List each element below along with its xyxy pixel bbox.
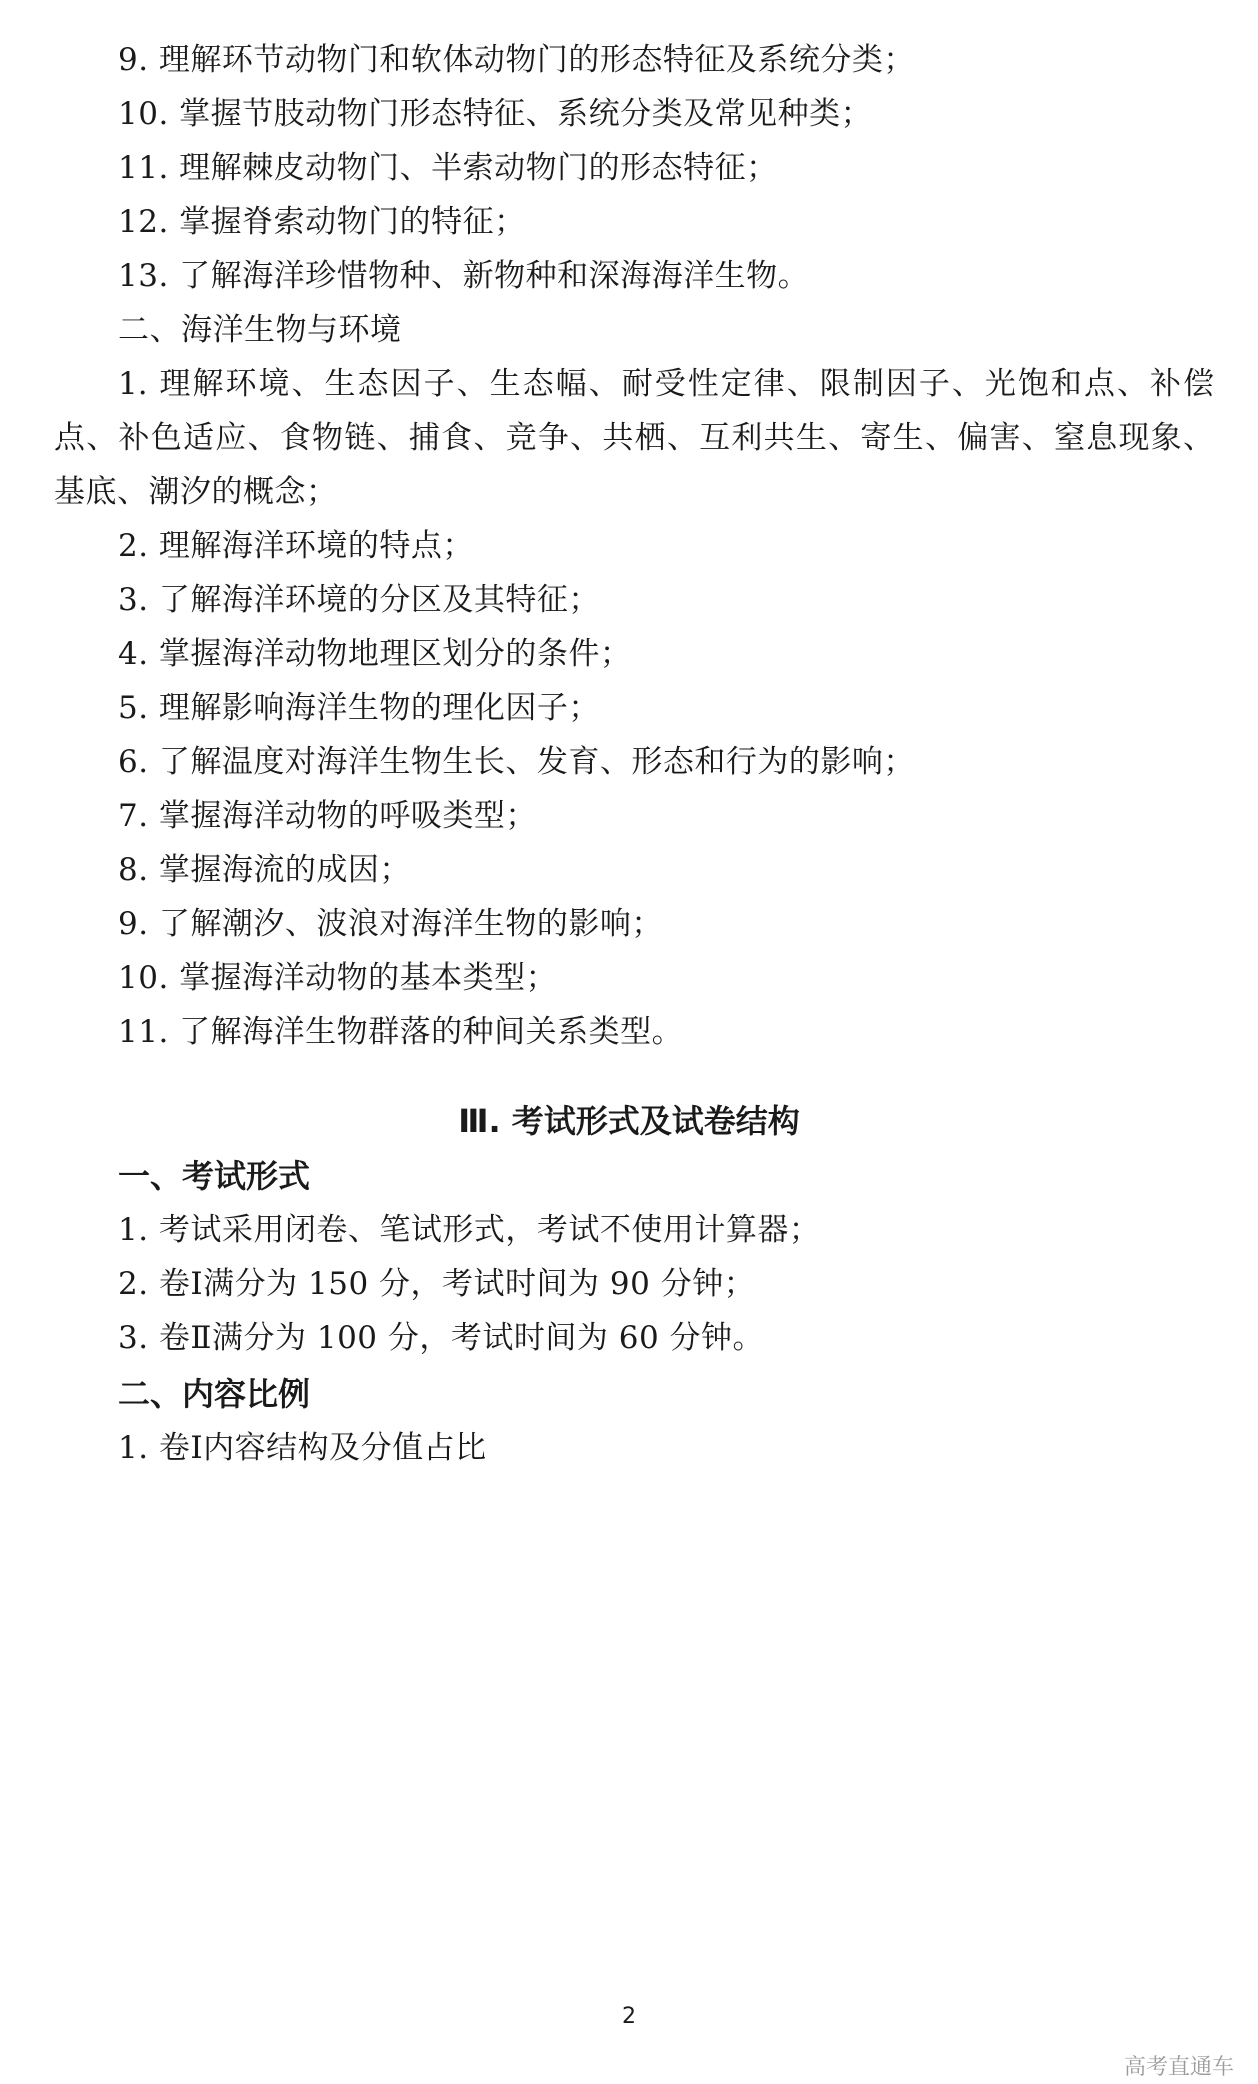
list-item: 2. 卷Ⅰ满分为 150 分，考试时间为 90 分钟； xyxy=(118,1266,756,1302)
page-number: 2 xyxy=(622,2004,636,2029)
list-item: 3. 了解海洋环境的分区及其特征； xyxy=(118,582,600,618)
list-item: 10. 掌握节肢动物门形态特征、系统分类及常见种类； xyxy=(118,96,873,132)
list-item: 6. 了解温度对海洋生物生长、发育、形态和行为的影响； xyxy=(118,744,915,780)
list-item: 9. 了解潮汐、波浪对海洋生物的影响； xyxy=(118,906,663,942)
sub-heading: 一、考试形式 xyxy=(118,1157,311,1195)
list-item: 5. 理解影响海洋生物的理化因子； xyxy=(118,690,600,726)
paragraph-line: 点、补色适应、食物链、捕食、竞争、共栖、互利共生、寄生、偏害、窒息现象、 xyxy=(54,420,1214,456)
list-item: 3. 卷Ⅱ满分为 100 分，考试时间为 60 分钟。 xyxy=(118,1320,765,1356)
watermark: 高考直通车 xyxy=(1123,2055,1234,2080)
list-item: 9. 理解环节动物门和软体动物门的形态特征及系统分类； xyxy=(118,42,915,78)
list-item: 1. 卷Ⅰ内容结构及分值占比 xyxy=(118,1430,487,1466)
paragraph-line: 1. 理解环境、生态因子、生态幅、耐受性定律、限制因子、光饱和点、补偿 xyxy=(118,366,1214,402)
list-item: 7. 掌握海洋动物的呼吸类型； xyxy=(118,798,537,834)
list-item: 12. 掌握脊索动物门的特征； xyxy=(118,204,526,240)
list-item: 11. 了解海洋生物群落的种间关系类型。 xyxy=(118,1014,684,1050)
paragraph-line: 基底、潮汐的概念； xyxy=(54,474,338,510)
sub-heading: 二、内容比例 xyxy=(118,1375,311,1413)
list-item: 13. 了解海洋珍惜物种、新物种和深海海洋生物。 xyxy=(118,258,810,294)
list-item: 11. 理解棘皮动物门、半索动物门的形态特征； xyxy=(118,150,778,186)
list-item: 4. 掌握海洋动物地理区划分的条件； xyxy=(118,636,632,672)
list-item: 1. 考试采用闭卷、笔试形式，考试不使用计算器； xyxy=(118,1212,821,1248)
section-title: Ⅲ. 考试形式及试卷结构 xyxy=(458,1102,800,1140)
list-item: 8. 掌握海流的成因； xyxy=(118,852,411,888)
section-heading: 二、海洋生物与环境 xyxy=(118,312,402,348)
list-item: 10. 掌握海洋动物的基本类型； xyxy=(118,960,558,996)
list-item: 2. 理解海洋环境的特点； xyxy=(118,528,474,564)
